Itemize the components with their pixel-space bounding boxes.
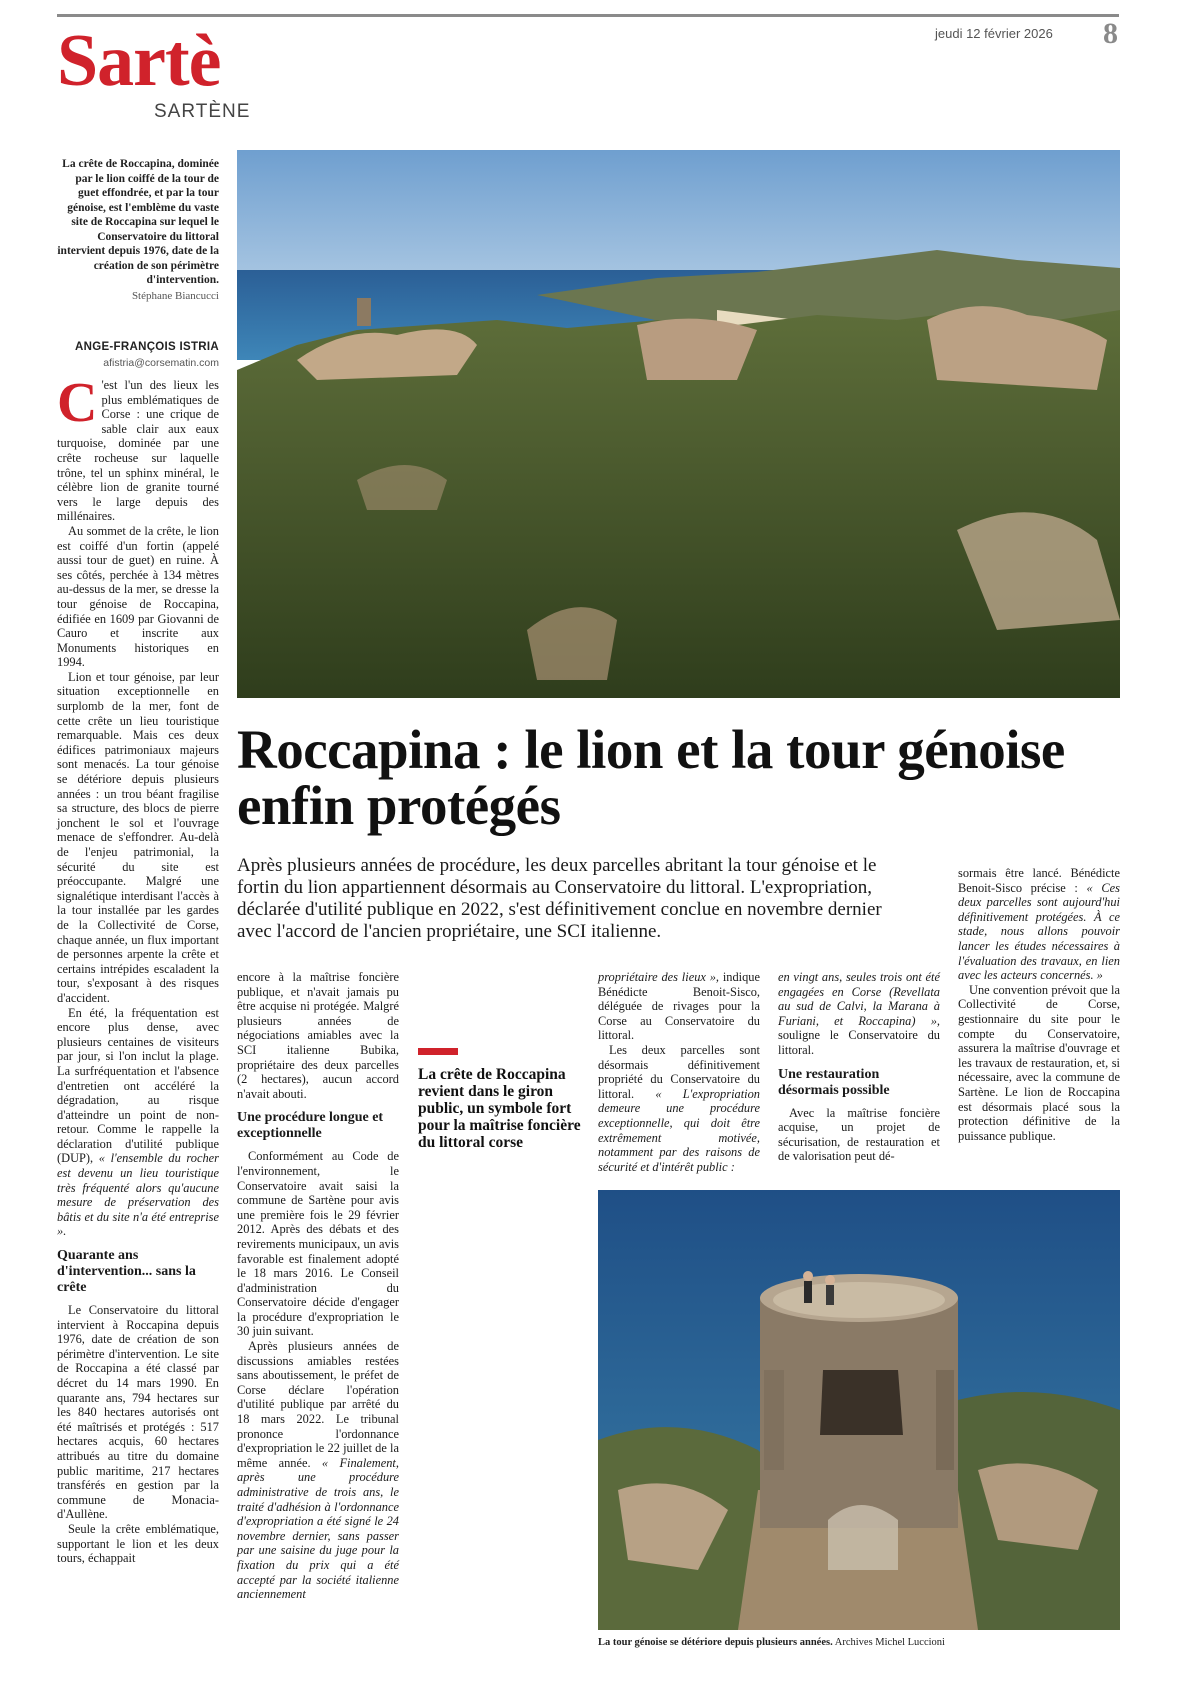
paragraph-text: Après plusieurs années de discussions amiables restées sans aboutissement, le préfet de Corse déclare l'opération d'utilité publique par arrêté du 18 mars 2022. Le tribunal prononce l'ordonnance d'expropriation le 22 juillet de la même année. xyxy=(237,1339,399,1470)
paragraph-text: En été, la fréquentation est encore plus dense, avec plusieurs centaines de visiteurs par jour, si l'on inclut la plage. La surfréquentation et l'absence d'entretien ont accéléré la dégradation, au risque d'atteindre un point de non-retour. Comme le rappelle la déclaration d'utilité publique (DUP), xyxy=(57,1005,219,1166)
author-email[interactable]: afistria@corsematin.com xyxy=(103,357,219,369)
paragraph: encore à la maîtrise foncière publique, et n'avait jamais pu être acquise ni protégée. Malgré plusieurs années de négociations amiables avec la SCI italienne Bubika, propriétaire des deux parcelles (2 hectares), aucun accord n'avait abouti. xyxy=(237,970,399,1101)
paragraph: Avec la maîtrise foncière acquise, un projet de sécurisation, de restauration et de valorisation peut dé- xyxy=(778,1105,940,1164)
hero-photo-caption: La crête de Roccapina, dominée par le lion coiffé de la tour de guet effondrée, et par la tour génoise, est l'emblème du vaste site de Roccapina sur lequel le Conservatoire du littoral intervient depuis 1976, date de la création de son périmètre d'intervention. xyxy=(57,158,219,286)
paragraph-text: indique Bénédicte Benoit-Sisco, déléguée de rivages pour la Corse au Conservatoire du littoral. xyxy=(598,970,760,1043)
masthead: Sartè xyxy=(57,20,221,102)
subheading: Quarante ans d'intervention... sans la crête xyxy=(57,1248,196,1296)
article-column-2 xyxy=(237,970,399,1602)
tower-photo-credit: Archives Michel Luccioni xyxy=(834,1637,945,1648)
top-rule xyxy=(57,14,1119,17)
paragraph: Lion et tour génoise, par leur situation exceptionnelle en surplomb de la mer, font de cette crête un lieu touristique remarquable. Mais ces deux édifices patrimoniaux majeurs sont menacés. La tour génoise se détériore depuis plusieurs années : un trou béant fragilise sa structure, des blocs de pierre jonchent le sol et l'ouvrage menace de s'effondrer. Au-delà de l'enjeu patrimonial, la sécurité du site est préoccupante. Malgré une signalétique interdisant l'accès à la tour installée par les gardes de la Collectivité de Corse, chaque année, un flux important de personnes arpente la crête et certains intrépides escaladent la tour, s'exposant à des risques d'accident. xyxy=(57,669,219,1005)
paragraph: Seule la crête emblématique, supportant le lion et les deux tours, échappait xyxy=(57,1521,219,1566)
quote: « Ces deux parcelles sont aujourd'hui définitivement protégées. À ce stade, nous allons pouvoir lancer les études nécessaires à l'évaluation des travaux, en lien avec les acteurs concernés. » xyxy=(958,880,1120,983)
headline: Roccapina : le lion et la tour génoise enfin protégés xyxy=(237,719,1065,836)
section-label: SARTÈNE xyxy=(154,101,251,122)
paragraph: Conformément au Code de l'environnement, le Conservatoire avait saisi la commune de Sartène pour avis une première fois le 29 février 2012. Après des débats et des revirements municipaux, un avis favorable est finalement adopté le 18 mars 2016. Le Conseil d'administration du Conservatoire décide d'engager la procédure d'expropriation le 30 juin suivant. xyxy=(237,1149,399,1339)
quote: en vingt ans, seules trois ont été engagées en Corse (Revellata au sud de Calvi, la Marana à Furiani, et Roccapina) », xyxy=(778,970,940,1028)
paragraph: Une convention prévoit que la Collectivité de Corse, gestionnaire du site pour le compte du Conservatoire, assurera la maîtrise d'ouvrage et les travaux de restauration, et, si nécessaire, avec la commune de Sartène. Le lion de Roccapina est désormais placé sous la protection définitive de la puissance publique. xyxy=(958,982,1120,1143)
paragraph-text: souligne le Conservatoire du littoral. xyxy=(778,1028,940,1057)
paragraph-text: sormais être lancé. Bénédicte Benoit-Sisco précise : xyxy=(958,866,1120,895)
subheading: Une procédure longue et exceptionnelle xyxy=(237,1110,384,1142)
article-column-4 xyxy=(778,970,940,1164)
pull-quote: La crête de Roccapina revient dans le giron public, un symbole fort pour la maîtrise foncière du littoral corse xyxy=(418,1066,581,1151)
subheading: Une restauration désormais possible xyxy=(778,1066,890,1098)
paragraph xyxy=(237,1339,399,1602)
pull-quote-bar xyxy=(418,1048,458,1055)
paragraph: 'est l'un des lieux les plus emblématiques de Corse : une crique de sable clair aux eaux turquoise, dominée par une crête rocheuse sur laquelle trône, tel un sphinx minéral, le célèbre lion de granite tourné vers le large depuis des millénaires. xyxy=(57,378,219,524)
drop-cap: C xyxy=(57,372,98,434)
tower-photo-caption-text: La tour génoise se détériore depuis plusieurs années. xyxy=(598,1637,833,1648)
paragraph: Au sommet de la crête, le lion est coiffé d'un fortin (appelé aussi tour de guet) en ruine. À ses côtés, perchée à 134 mètres au-dessus de la mer, se dresse la tour génoise de Roccapina, édifiée en 1609 par Giovanni de Cauro et inscrite aux Monuments historiques en 1994. xyxy=(57,523,219,670)
quote: « Finalement, après une procédure administrative de trois ans, le traité d'adhésion à l'ordonnance d'expropriation a été signé le 24 novembre dernier, sans passer par une saisine du juge pour la fixation du prix qui a été accepté par la société italienne anciennement xyxy=(237,1455,399,1602)
standfirst: Après plusieurs années de procédure, les deux parcelles abritant la tour génoise et le fortin du lion appartiennent désormais au Conservatoire du littoral. L'expropriation, déclarée d'utilité publique en 2022, s'est définitivement conclue en novembre dernier avec l'accord de l'ancien propriétaire, une SCI italienne. xyxy=(237,855,882,942)
paragraph-text: Les deux parcelles sont désormais définitivement propriété du Conservatoire du littoral. xyxy=(598,1042,760,1101)
author-name: ANGE-FRANÇOIS ISTRIA xyxy=(75,341,219,353)
quote: propriétaire des lieux », xyxy=(598,970,719,984)
article-column-1 xyxy=(57,372,219,1566)
paragraph xyxy=(57,1006,219,1240)
tower-photo-caption xyxy=(598,1637,1120,1648)
paragraph: Le Conservatoire du littoral intervient à Roccapina depuis 1976, date de création de son périmètre d'intervention. Le site de Roccapina a été classé par décret du 14 mars 1990. En quarante ans, 794 hectares sur les 840 hectares autorisés ont été maîtrisés et protégés : 517 hectares acquis, 60 hectares attribués au titre du domaine public maritime, 217 hectares transférés en gestion par la commune de Monacia-d'Aullène. xyxy=(57,1303,219,1522)
issue-date: jeudi 12 février 2026 xyxy=(935,26,1053,41)
quote: « L'expropriation demeure une procédure exceptionnelle, qui doit être extrêmement motivée, notamment par des raisons de sécurité et d'intérêt public : xyxy=(598,1086,760,1174)
quote: « l'ensemble du rocher est devenu un lieu touristique très fréquenté alors qu'aucune mesure de préservation des bâtis et du site n'a été entreprise ». xyxy=(57,1151,219,1239)
article-column-3 xyxy=(598,970,760,1174)
tower-photo xyxy=(598,1190,1120,1630)
hero-photo xyxy=(237,150,1120,698)
tower-photo-illustration xyxy=(598,1190,1120,1630)
article-column-5 xyxy=(958,866,1120,1143)
hero-photo-credit: Stéphane Biancucci xyxy=(131,290,219,302)
hero-photo-illustration xyxy=(237,150,1120,698)
page-number: 8 xyxy=(1103,17,1118,50)
